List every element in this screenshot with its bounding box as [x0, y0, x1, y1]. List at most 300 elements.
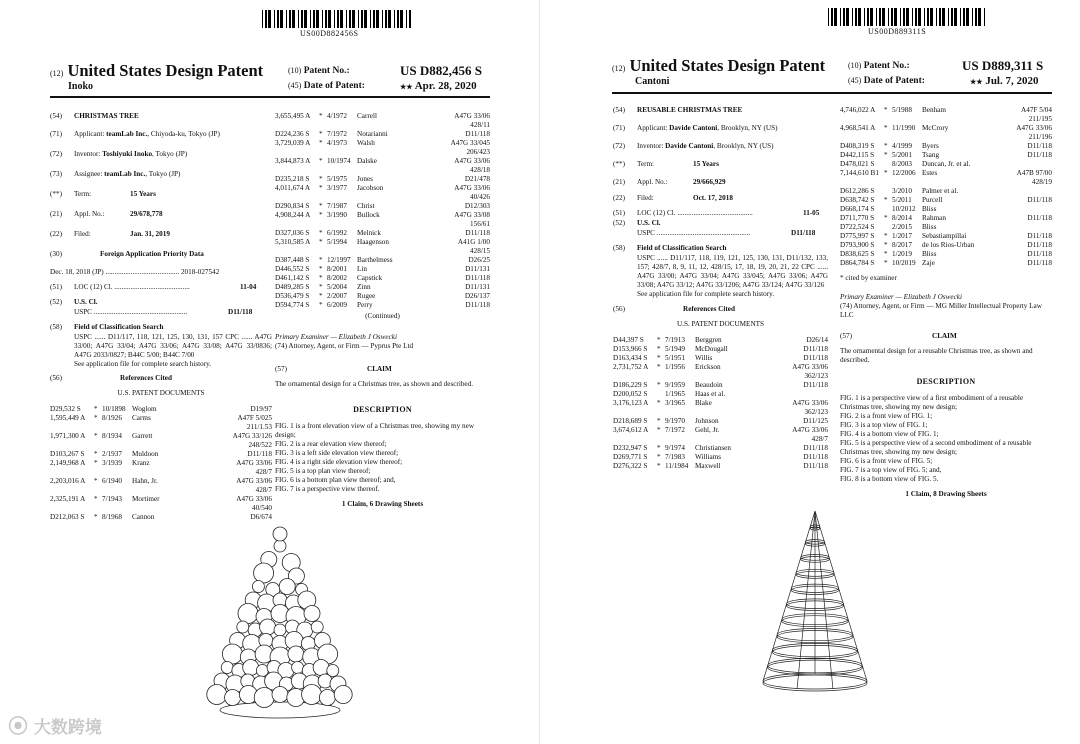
reference-row — [840, 124, 1052, 133]
see-application: See application file for complete search history. — [74, 360, 212, 368]
ref-date: 8/2001 — [327, 265, 347, 273]
field-us-class: (52) U.S. Cl. — [50, 298, 98, 306]
ref-class: D11/118 — [1027, 259, 1052, 267]
reference-row — [275, 157, 490, 166]
ref-star: * — [94, 432, 98, 440]
reference-row — [275, 148, 490, 157]
ref-class: D21/478 — [464, 175, 490, 183]
reference-row — [275, 166, 490, 175]
ref-date: 3/1990 — [327, 211, 347, 219]
ref-class: D11/118 — [465, 301, 490, 309]
ref-number: 4,746,022 A — [840, 106, 876, 114]
ref-inventor: Maxwell — [695, 462, 721, 470]
reference-row — [275, 265, 490, 274]
patent-number: US D882,456 S — [400, 63, 482, 78]
ref-class: D26/25 — [468, 256, 490, 264]
ref-date: 7/1913 — [665, 336, 685, 344]
ref-class: 40/540 — [252, 504, 272, 512]
ref-star: * — [319, 139, 323, 147]
field-assignee: (73) Assignee: teamLab Inc., Tokyo (JP) — [50, 170, 181, 178]
ref-class: A47G 33/06 — [236, 477, 272, 485]
ref-class: D11/118 — [1027, 142, 1052, 150]
ref-date: 1/2017 — [892, 232, 912, 240]
ref-date: 4/1999 — [892, 142, 912, 150]
ref-date: 5/1951 — [665, 354, 685, 362]
ref-inventor: Bullock — [357, 211, 380, 219]
ref-inventor: Willis — [695, 354, 713, 362]
ref-inventor: Mortimer — [132, 495, 160, 503]
reference-row — [50, 504, 272, 513]
ref-star: * — [657, 363, 661, 371]
ref-star: * — [657, 381, 661, 389]
reference-row — [613, 453, 828, 462]
reference-row — [613, 354, 828, 363]
barcode-number: US00D882456S — [300, 29, 359, 38]
ref-class: D11/118 — [803, 462, 828, 470]
christmas-tree-drawing — [205, 522, 355, 722]
ref-number: D408,319 S — [840, 142, 875, 150]
ref-number: D224,236 S — [275, 130, 310, 138]
ref-inventor: Haagenson — [357, 238, 389, 246]
primary-examiner: Primary Examiner — Elizabeth J Oswecki — [275, 333, 397, 341]
ref-star: * — [657, 462, 661, 470]
ref-number: 4,968,541 A — [840, 124, 876, 132]
ref-date: 11/1990 — [892, 124, 916, 132]
reference-row — [275, 274, 490, 283]
reference-row — [840, 196, 1052, 205]
ref-inventor: Haas et al. — [695, 390, 726, 398]
ref-inventor: Melnick — [357, 229, 381, 237]
field-title: (54) REUSABLE CHRISTMAS TREE — [613, 106, 743, 114]
ref-star: * — [94, 495, 98, 503]
ref-date: 5/1994 — [327, 238, 347, 246]
ref-inventor: Capstick — [357, 274, 383, 282]
ref-inventor: Muldoon — [132, 450, 159, 458]
ref-inventor: McCrory — [922, 124, 949, 132]
description-list — [840, 394, 1052, 484]
uspc-line: USPC .................................................... D11/118 — [637, 229, 816, 237]
ref-class: A47B 97/00 — [1016, 169, 1052, 177]
ref-class: 428/7 — [811, 435, 828, 443]
ref-number: 1,971,300 A — [50, 432, 86, 440]
ref-star: * — [657, 417, 661, 425]
ref-number: 4,908,244 A — [275, 211, 311, 219]
reference-row — [613, 435, 828, 444]
ref-star: * — [319, 157, 323, 165]
ref-class: D19/97 — [250, 405, 272, 413]
reference-row — [275, 130, 490, 139]
ref-number: D638,742 S — [840, 196, 875, 204]
reference-row — [50, 459, 272, 468]
description-item: FIG. 8 is a bottom view of FIG. 5. — [840, 475, 939, 483]
ref-inventor: Carrell — [357, 112, 377, 120]
ref-number: 3,176,123 A — [613, 399, 649, 407]
ref-inventor: Purcell — [922, 196, 943, 204]
reference-row — [840, 205, 1052, 214]
reference-row — [840, 241, 1052, 250]
reference-row — [840, 133, 1052, 142]
ref-class: D26/14 — [806, 336, 828, 344]
ref-star: * — [319, 238, 323, 246]
ref-date: 2/2007 — [327, 292, 347, 300]
ref-number: D103,267 S — [50, 450, 85, 458]
ref-date: 1/2019 — [892, 250, 912, 258]
ref-class: A47G 33/06 — [792, 363, 828, 371]
ref-class: D11/118 — [1027, 151, 1052, 159]
attorney: (74) Attorney, Agent, or Firm — Pyprus Pte Ltd — [275, 342, 414, 350]
field-applicant: (71) Applicant: Davide Cantoni, Brooklyn, NY (US) — [613, 124, 778, 132]
see-application: See application file for complete search history. — [637, 290, 775, 298]
us-patent-documents-heading: U.S. PATENT DOCUMENTS — [117, 389, 205, 397]
ref-class: 362/123 — [804, 408, 828, 416]
ref-class: 428/7 — [255, 486, 272, 494]
description-item: FIG. 5 is a perspective view of a second embodiment of a reusable Christmas tree, showing my new design; — [840, 439, 1032, 456]
ref-class: D6/674 — [250, 513, 272, 521]
ref-class: A47G 33/045 — [450, 139, 490, 147]
reference-row — [50, 468, 272, 477]
applicant-short-name: Cantoni — [635, 76, 670, 87]
ref-inventor: de los Rios-Urban — [922, 241, 975, 249]
date-of-patent: ★★ Apr. 28, 2020 — [400, 80, 477, 92]
reference-row — [275, 256, 490, 265]
ref-star: * — [319, 175, 323, 183]
ref-date: 8/1926 — [102, 414, 122, 422]
ref-star: * — [884, 232, 888, 240]
references-column — [840, 106, 1052, 499]
continued-label: (Continued) — [365, 312, 400, 320]
ref-number: D29,532 S — [50, 405, 81, 413]
ref-date: 7/1987 — [327, 202, 347, 210]
description-heading: DESCRIPTION — [353, 405, 412, 414]
reference-row — [50, 405, 272, 414]
patent-type-title: (12) United States Design Patent — [50, 61, 264, 80]
barcode — [262, 10, 414, 28]
ref-class: 211/196 — [1028, 133, 1052, 141]
ref-star: * — [319, 292, 323, 300]
description-item: FIG. 2 is a front view of FIG. 1; — [840, 412, 933, 420]
ref-date: 7/1972 — [665, 426, 685, 434]
description-item: FIG. 2 is a rear elevation view thereof; — [275, 440, 387, 448]
reference-row — [275, 112, 490, 121]
ref-inventor: Kranz — [132, 459, 150, 467]
reference-row — [613, 444, 828, 453]
ref-star: * — [319, 265, 323, 273]
reference-row — [275, 238, 490, 247]
reference-row — [613, 381, 828, 390]
ref-number: D232,947 S — [613, 444, 648, 452]
bibliographic-column — [50, 112, 272, 522]
patent-number: US D889,311 S — [962, 58, 1044, 73]
ref-class: 156/61 — [470, 220, 490, 228]
reference-row — [840, 106, 1052, 115]
description-item: FIG. 3 is a left side elevation view thereof; — [275, 449, 399, 457]
field-filed: (22) Filed: Oct. 17, 2018 — [613, 194, 733, 202]
ref-number: 2,149,968 A — [50, 459, 86, 467]
field-foreign-priority: (30) Foreign Application Priority Data — [50, 250, 204, 258]
ref-date: 9/1974 — [665, 444, 685, 452]
ref-class: D11/118 — [803, 354, 828, 362]
ref-date: 7/1943 — [102, 495, 122, 503]
ref-number: D218,689 S — [613, 417, 648, 425]
ref-number: D235,218 S — [275, 175, 310, 183]
ref-inventor: Notarianni — [357, 130, 388, 138]
ref-class: A47G 33/06 — [454, 157, 490, 165]
ref-star: * — [94, 414, 98, 422]
ref-number: 2,203,016 A — [50, 477, 86, 485]
ref-inventor: Benham — [922, 106, 946, 114]
ref-star: * — [657, 444, 661, 452]
ref-date: 2/1937 — [102, 450, 122, 458]
reference-row — [50, 513, 272, 522]
ref-inventor: Zinn — [357, 283, 371, 291]
ref-star: * — [884, 259, 888, 267]
ref-inventor: Dalske — [357, 157, 377, 165]
ref-date: 12/1997 — [327, 256, 351, 264]
ref-inventor: Tsang — [922, 151, 940, 159]
ref-number: D536,479 S — [275, 292, 310, 300]
ref-class: A47G 33/126 — [232, 432, 272, 440]
barcode-number: US00D889311S — [868, 27, 927, 36]
ref-inventor: Gehl, Jr. — [695, 426, 720, 434]
ref-number: D163,434 S — [613, 354, 648, 362]
barcode — [828, 8, 988, 26]
field-term: (**) Term: 15 Years — [50, 190, 156, 198]
reference-row — [613, 363, 828, 372]
ref-class: D11/118 — [803, 381, 828, 389]
reference-row — [840, 223, 1052, 232]
field-filed: (22) Filed: Jan. 31, 2019 — [50, 230, 170, 238]
field-applicant: (71) Applicant: teamLab Inc., Chiyoda-ku, Tokyo (JP) — [50, 130, 220, 138]
ref-date: 5/2011 — [892, 196, 912, 204]
ref-star: * — [884, 106, 888, 114]
reference-row — [275, 247, 490, 256]
ref-number: D594,774 S — [275, 301, 310, 309]
ref-date: 10/2019 — [892, 259, 916, 267]
ref-number: D711,770 S — [840, 214, 875, 222]
reference-row — [50, 477, 272, 486]
ref-inventor: Berggren — [695, 336, 722, 344]
ref-number: 3,674,612 A — [613, 426, 649, 434]
ref-inventor: Bliss — [922, 223, 937, 231]
ref-star: * — [94, 459, 98, 467]
field-title: (54) CHRISTMAS TREE — [50, 112, 139, 120]
ref-class: D11/125 — [803, 417, 828, 425]
ref-date: 5/2004 — [327, 283, 347, 291]
ref-date: 4/1973 — [327, 139, 347, 147]
ref-class: 206/423 — [466, 148, 490, 156]
ref-class: A47F 5/04 — [1021, 106, 1052, 114]
uspc-line: USPC .................................................... D11/118 — [74, 308, 253, 316]
ref-inventor: Jacobson — [357, 184, 384, 192]
ref-number: D442,115 S — [840, 151, 875, 159]
ref-class: D26/137 — [464, 292, 490, 300]
ref-star: * — [94, 450, 98, 458]
cited-by-examiner: * cited by examiner — [840, 274, 897, 282]
ref-inventor: Blake — [695, 399, 712, 407]
header-rule — [612, 92, 1052, 94]
ref-star: * — [657, 354, 661, 362]
ref-inventor: Zaje — [922, 259, 935, 267]
ref-date: 7/1983 — [665, 453, 685, 461]
ref-inventor: Rahman — [922, 214, 946, 222]
ref-class: D11/118 — [465, 229, 490, 237]
description-item: FIG. 3 is a top view of FIG. 1; — [840, 421, 928, 429]
reference-row — [840, 178, 1052, 187]
watermark-logo: ⦿ 大数跨境 — [8, 714, 102, 738]
reference-row — [275, 193, 490, 202]
ref-class: 428/15 — [470, 247, 490, 255]
reference-row — [50, 423, 272, 432]
ref-class: D11/118 — [1027, 250, 1052, 258]
ref-inventor: Johnson — [695, 417, 719, 425]
reference-row — [275, 229, 490, 238]
christmas-tree-drawing — [755, 505, 875, 695]
ref-date: 10/1974 — [327, 157, 351, 165]
ref-class: A47G 33/06 — [1016, 124, 1052, 132]
reference-row — [275, 175, 490, 184]
ref-date: 5/1988 — [892, 106, 912, 114]
ref-number: 2,731,752 A — [613, 363, 649, 371]
ref-class: 428/7 — [255, 468, 272, 476]
applicant-short-name: Inoko — [68, 81, 94, 92]
ref-class: A47G 33/06 — [454, 184, 490, 192]
reference-row — [50, 486, 272, 495]
ref-class: 248/522 — [248, 441, 272, 449]
ref-number: 3,729,039 A — [275, 139, 311, 147]
patent-number-label: (10) Patent No.: — [288, 66, 350, 76]
ref-star: * — [319, 130, 323, 138]
ref-inventor: Walsh — [357, 139, 375, 147]
description-item: FIG. 4 is a bottom view of FIG. 1; — [840, 430, 939, 438]
wechat-logo-icon: ⦿ — [8, 714, 28, 738]
field-appl-no: (21) Appl. No.: 29/666,929 — [613, 178, 726, 186]
ref-star: * — [657, 426, 661, 434]
ref-class: 211/1.53 — [246, 423, 272, 431]
reference-row — [613, 399, 828, 408]
ref-star: * — [884, 214, 888, 222]
ref-number: D276,322 S — [613, 462, 648, 470]
reference-row — [840, 115, 1052, 124]
ref-inventor: Beaudoin — [695, 381, 723, 389]
field-references-cited: (56) References Cited — [613, 305, 735, 313]
ref-inventor: Carms — [132, 414, 151, 422]
reference-row — [613, 426, 828, 435]
references-column — [275, 112, 490, 509]
ref-star: * — [657, 345, 661, 353]
ref-class: A47G 33/06 — [236, 495, 272, 503]
ref-date: 4/1972 — [327, 112, 347, 120]
description-list — [275, 422, 490, 494]
ref-star: * — [94, 513, 98, 521]
ref-date: 7/1972 — [327, 130, 347, 138]
ref-date: 3/1939 — [102, 459, 122, 467]
reference-row — [50, 414, 272, 423]
ref-inventor: Garrett — [132, 432, 153, 440]
ref-number: D269,771 S — [613, 453, 648, 461]
ref-date: 6/1992 — [327, 229, 347, 237]
ref-date: 8/2014 — [892, 214, 912, 222]
ref-star: * — [884, 124, 888, 132]
field-references-cited: (56) References Cited — [50, 374, 172, 382]
reference-row — [613, 462, 828, 471]
ref-star: * — [884, 142, 888, 150]
ref-inventor: McDougall — [695, 345, 728, 353]
reference-row — [840, 169, 1052, 178]
ref-number: D212,063 S — [50, 513, 85, 521]
ref-star: * — [319, 229, 323, 237]
claim-text: The ornamental design for a Christmas tree, as shown and described. — [275, 380, 473, 388]
ref-class: D11/118 — [1027, 196, 1052, 204]
ref-date: 5/1949 — [665, 345, 685, 353]
ref-number: D446,552 S — [275, 265, 310, 273]
ref-class: A47G 33/08 — [454, 211, 490, 219]
reference-row — [275, 220, 490, 229]
ref-star: * — [94, 405, 98, 413]
ref-number: 3,844,873 A — [275, 157, 311, 165]
ref-date: 10/2012 — [892, 205, 916, 213]
reference-row — [840, 160, 1052, 169]
references-list — [50, 405, 272, 522]
ref-class: A47G 33/06 — [236, 459, 272, 467]
ref-date: 8/2017 — [892, 241, 912, 249]
reference-row — [840, 142, 1052, 151]
patent-page-right — [540, 0, 1080, 744]
ref-number: 7,144,610 B1 — [840, 169, 879, 177]
field-class-search: (58) Field of Classification Search — [613, 244, 727, 252]
ref-date: 6/2009 — [327, 301, 347, 309]
ref-number: 1,595,449 A — [50, 414, 86, 422]
reference-row — [840, 214, 1052, 223]
reference-row — [840, 232, 1052, 241]
ref-class: D11/118 — [465, 130, 490, 138]
ref-star: * — [657, 453, 661, 461]
ref-inventor: Hahn, Jr. — [132, 477, 158, 485]
reference-row — [613, 390, 828, 399]
references-list-continued — [275, 112, 490, 310]
ref-date: 12/2006 — [892, 169, 916, 177]
reference-row — [275, 301, 490, 310]
ref-inventor: Palmer et al. — [922, 187, 959, 195]
ref-inventor: Christ — [357, 202, 375, 210]
ref-number: 5,310,585 A — [275, 238, 311, 246]
bibliographic-column — [613, 106, 828, 471]
ref-class: A47F 5/025 — [237, 414, 272, 422]
ref-date: 8/1934 — [102, 432, 122, 440]
ref-star: * — [319, 256, 323, 264]
ref-number: D489,285 S — [275, 283, 310, 291]
ref-date: 11/1984 — [665, 462, 689, 470]
ref-date: 9/1959 — [665, 381, 685, 389]
ref-class: A47G 33/06 — [792, 399, 828, 407]
description-item: FIG. 1 is a front elevation view of a Christmas tree, showing my new design; — [275, 422, 475, 439]
ref-inventor: Estes — [922, 169, 938, 177]
ref-number: 4,011,674 A — [275, 184, 311, 192]
ref-date: 6/1940 — [102, 477, 122, 485]
ref-class: 428/19 — [1032, 178, 1052, 186]
claim-heading: (57) CLAIM — [840, 332, 957, 340]
date-of-patent: ★★ Jul. 7, 2020 — [970, 75, 1039, 87]
ref-star: * — [319, 274, 323, 282]
ref-number: D864,784 S — [840, 259, 875, 267]
reference-row — [275, 283, 490, 292]
ref-star: * — [884, 151, 888, 159]
ref-date: 8/2002 — [327, 274, 347, 282]
ref-date: 1/1956 — [665, 363, 685, 371]
ref-class: D11/131 — [465, 283, 490, 291]
ref-number: D186,229 S — [613, 381, 648, 389]
ref-date: 8/2003 — [892, 160, 912, 168]
ref-class: 428/18 — [470, 166, 490, 174]
